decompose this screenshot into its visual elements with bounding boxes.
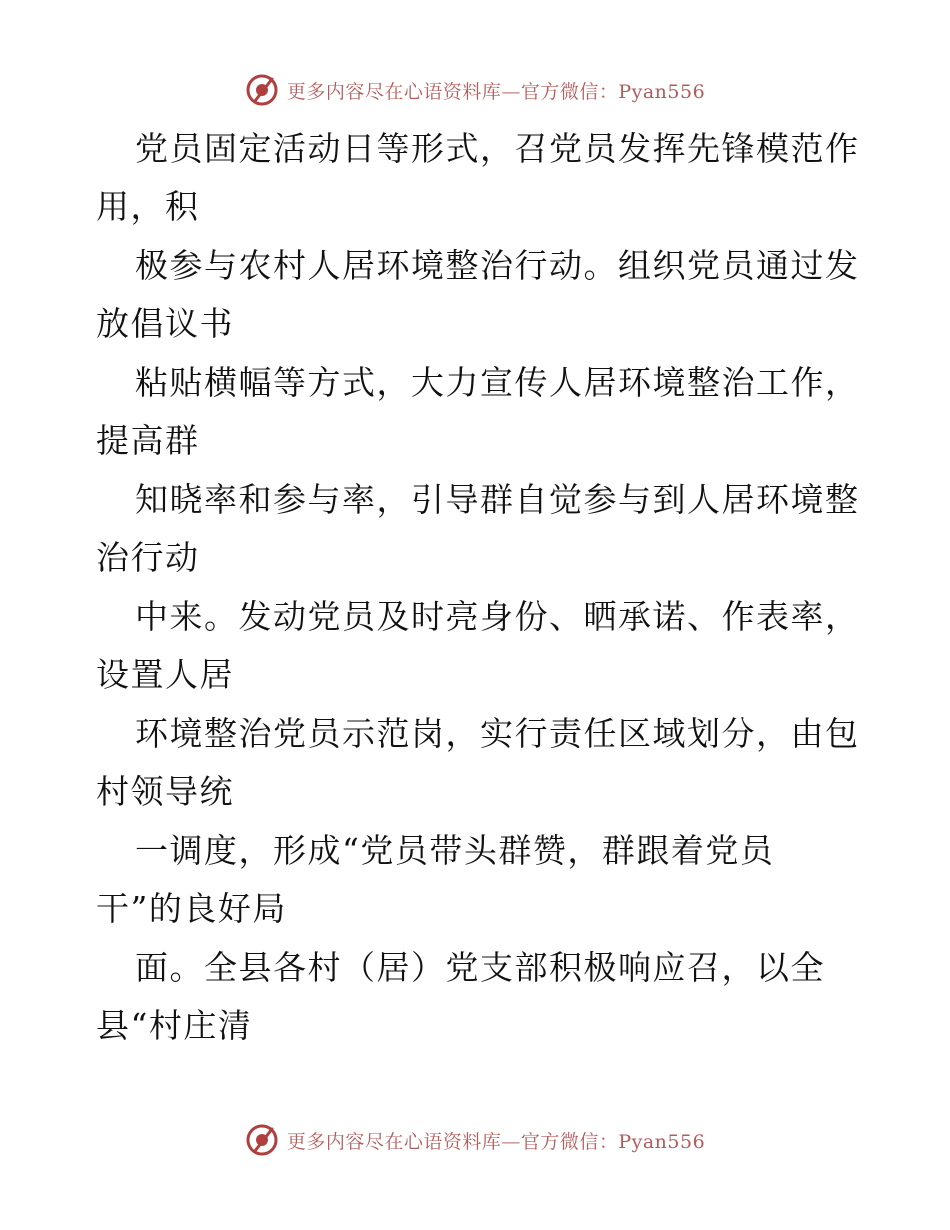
paragraph-line: 提高群 bbox=[96, 421, 200, 460]
watermark-text: 更多内容尽在心语资料库—官方微信：Pyan556 bbox=[286, 80, 706, 103]
paragraph-line: 设置人居 bbox=[96, 655, 234, 694]
paragraph-line: 环境整治党员示范岗，实行责任区域划分，由包 bbox=[135, 714, 860, 753]
quill-seal-icon bbox=[245, 73, 279, 107]
paragraph-line: 粘贴横幅等方式，大力宣传人居环境整治工作， bbox=[135, 363, 860, 402]
paragraph-line: 知晓率和参与率，引导群自觉参与到人居环境整 bbox=[135, 480, 860, 519]
header-watermark bbox=[0, 70, 950, 110]
paragraph-line: 极参与农村人居环境整治行动。组织党员通过发 bbox=[135, 246, 860, 285]
paragraph-line: 中来。发动党员及时亮身份、晒承诺、作表率， bbox=[135, 597, 860, 636]
quill-seal-icon bbox=[245, 1123, 279, 1157]
paragraph-line: 村领导统 bbox=[96, 772, 234, 811]
paragraph-line: 用，积 bbox=[96, 187, 200, 226]
paragraph-line: 一调度，形成“党员带头群赞，群跟着党员 bbox=[135, 831, 775, 870]
paragraph-line: 党员固定活动日等形式，召党员发挥先锋模范作 bbox=[135, 129, 860, 168]
paragraph-line: 县“村庄清 bbox=[96, 1006, 253, 1045]
paragraph-line: 面。全县各村（居）党支部积极响应召，以全 bbox=[135, 948, 825, 987]
paragraph-line: 治行动 bbox=[96, 538, 200, 577]
footer-watermark bbox=[0, 1120, 950, 1160]
watermark-text: 更多内容尽在心语资料库—官方微信：Pyan556 bbox=[286, 1130, 706, 1153]
paragraph-line: 放倡议书 bbox=[96, 304, 234, 343]
paragraph-line: 干”的良好局 bbox=[96, 889, 287, 928]
